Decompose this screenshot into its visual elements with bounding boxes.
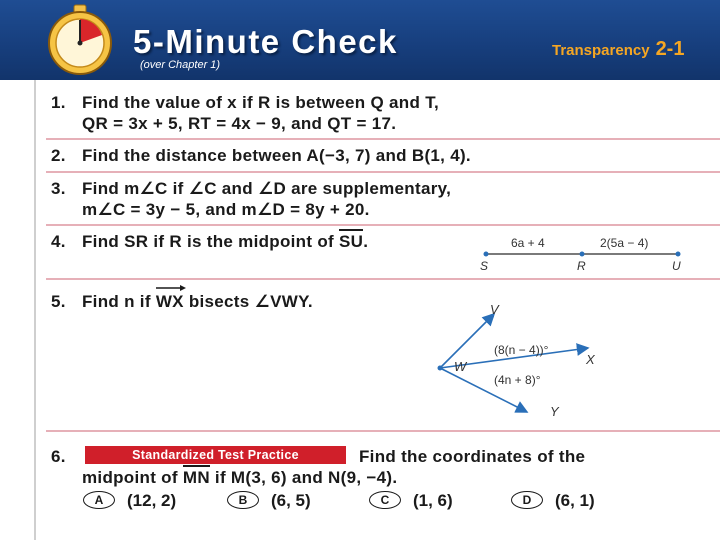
vertex-w xyxy=(438,366,443,371)
question-2 xyxy=(51,145,471,166)
question-text: Find SR if R is the midpoint of xyxy=(82,232,340,251)
ray-arrow-icon xyxy=(156,285,186,291)
choice-value: (6, 1) xyxy=(555,491,595,510)
content-panel xyxy=(34,80,720,540)
question-4 xyxy=(51,231,368,252)
choice-bubble[interactable]: B xyxy=(227,491,259,509)
page-subtitle: (over Chapter 1) xyxy=(140,59,221,71)
question-number: 4. xyxy=(51,232,66,251)
question-number: 5. xyxy=(51,292,66,311)
point-label-u: U xyxy=(672,259,681,273)
point-u xyxy=(676,252,681,257)
ray-wv xyxy=(440,314,494,368)
divider xyxy=(46,138,720,140)
choice-bubble[interactable]: C xyxy=(369,491,401,509)
question-number: 3. xyxy=(51,179,66,198)
point-label-v: V xyxy=(490,302,499,317)
question-text-continued: m∠C = 3y − 5, and m∠D = 8y + 20. xyxy=(82,200,370,219)
point-label-s: S xyxy=(480,259,489,273)
question-text-continued xyxy=(51,467,585,488)
ray-wx xyxy=(156,291,184,312)
question-1 xyxy=(51,92,439,134)
segment-mn: MN xyxy=(183,465,210,487)
choice-c[interactable] xyxy=(369,491,453,511)
question-number: 1. xyxy=(51,93,66,112)
question-text: Find the coordinates of the xyxy=(359,447,586,466)
standardized-test-badge: Standardized Test Practice xyxy=(85,446,346,464)
angle-diagram xyxy=(410,298,630,420)
question-text-continued: QR = 3x + 5, RT = 4x − 9, and QT = 17. xyxy=(82,114,397,133)
choice-a[interactable] xyxy=(83,491,176,511)
angle-label-vwx: (8(n − 4))° xyxy=(494,343,549,357)
segment-label-ru: 2(5a − 4) xyxy=(600,236,649,250)
divider xyxy=(46,171,720,173)
choice-b[interactable] xyxy=(227,491,311,511)
question-3 xyxy=(51,178,451,220)
choice-d[interactable] xyxy=(511,491,595,511)
point-label-w: W xyxy=(454,359,467,374)
segment-label-sr: 6a + 4 xyxy=(511,236,545,250)
point-r xyxy=(580,252,585,257)
question-text-end: . xyxy=(363,232,369,251)
question-number: 6. xyxy=(51,447,66,466)
question-text-end: bisects ∠VWY. xyxy=(183,292,313,311)
point-label-r: R xyxy=(577,259,586,273)
choice-value: (1, 6) xyxy=(413,491,453,510)
question-text: Find the distance between A(−3, 7) and B(1, 4). xyxy=(82,146,471,165)
point-label-x: X xyxy=(586,352,595,367)
header-bar xyxy=(0,0,720,80)
choice-value: (12, 2) xyxy=(127,491,177,510)
segment-su: SU xyxy=(339,229,363,251)
page-title: 5-Minute Check xyxy=(133,23,398,60)
angle-label-xwy: (4n + 8)° xyxy=(494,373,541,387)
transparency-label xyxy=(552,40,684,60)
question-text-end: if M(3, 6) and N(9, −4). xyxy=(209,468,398,487)
divider xyxy=(46,224,720,226)
divider xyxy=(46,278,720,280)
point-y xyxy=(520,408,524,412)
segment-diagram xyxy=(466,230,696,274)
divider xyxy=(46,430,720,432)
ray-label: WX xyxy=(155,292,184,311)
stopwatch-icon xyxy=(36,2,124,76)
question-5 xyxy=(51,291,313,312)
choice-bubble[interactable]: D xyxy=(511,491,543,509)
choice-bubble[interactable]: A xyxy=(83,491,115,509)
transparency-number: 2-1 xyxy=(655,38,685,60)
question-text-pre: midpoint of xyxy=(82,468,183,487)
question-text: Find the value of x if R is between Q and T, xyxy=(82,93,440,112)
transparency-text: Transparency xyxy=(552,42,650,59)
question-text: Find m∠C if ∠C and ∠D are supplementary, xyxy=(82,179,452,198)
point-s xyxy=(484,252,489,257)
question-number: 2. xyxy=(51,146,66,165)
choice-value: (6, 5) xyxy=(271,491,311,510)
point-label-y: Y xyxy=(550,404,559,419)
question-text: Find n if xyxy=(82,292,156,311)
point-x xyxy=(581,347,585,351)
